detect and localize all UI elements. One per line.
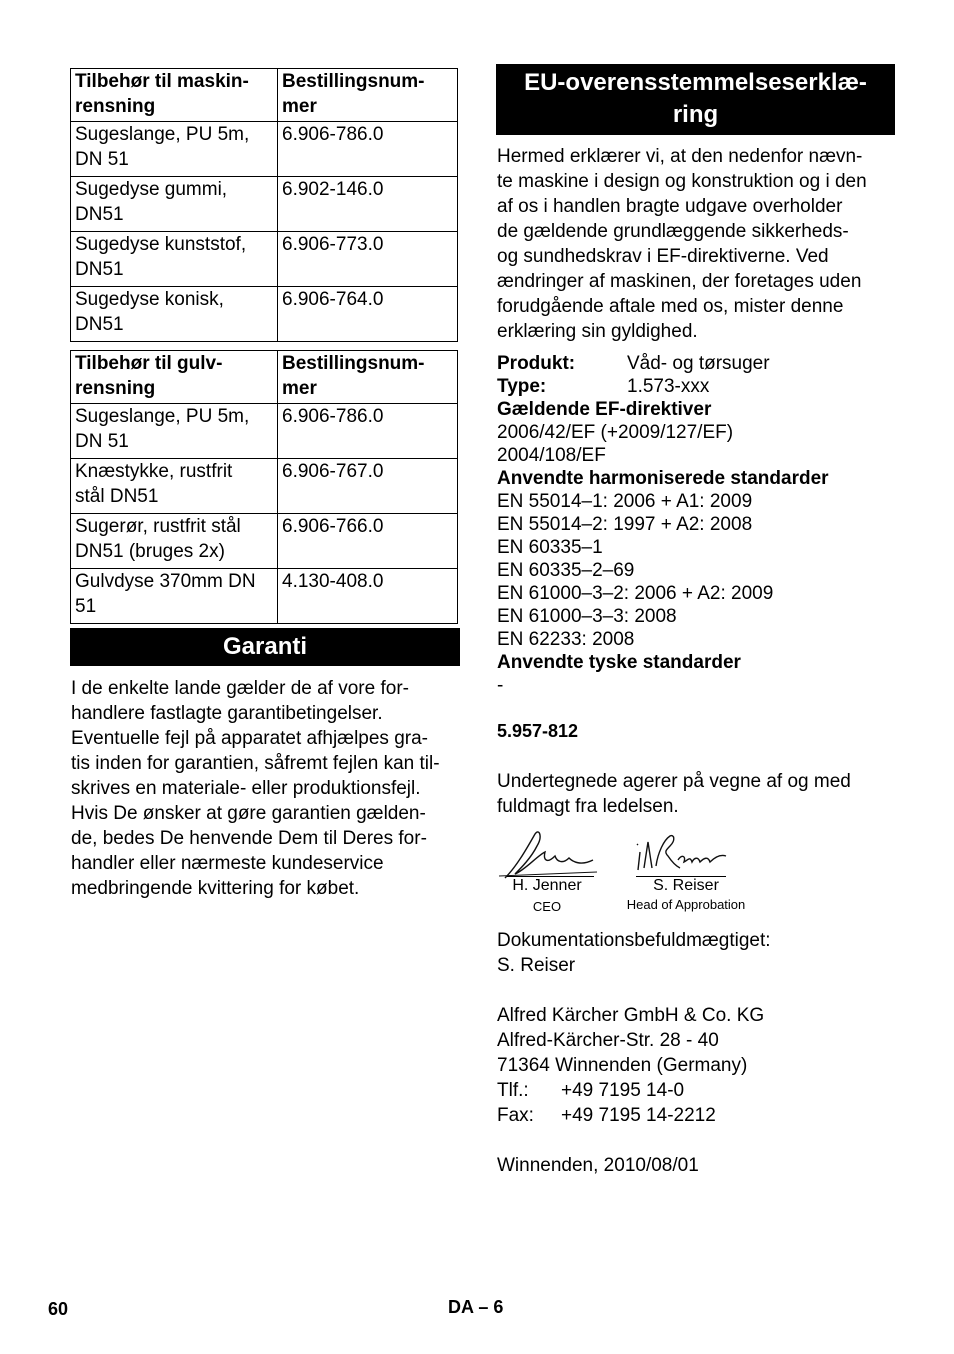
item-line: DN 51	[75, 149, 129, 170]
header-line: Tilbehør til gulv-	[75, 353, 223, 374]
warranty-line: handlere fastlagte garantibetingelser.	[71, 703, 383, 724]
table-header-row	[71, 351, 458, 404]
header-line: mer	[282, 96, 317, 117]
signature-jenner	[497, 826, 602, 882]
signatory-line: fuldmagt fra ledelsen.	[497, 796, 679, 817]
item-line: DN51	[75, 259, 124, 280]
table-row	[71, 404, 458, 459]
item-line: Sugeslange, PU 5m,	[75, 124, 250, 145]
phone-number: +49 7195 14-0	[561, 1080, 685, 1101]
authorised-label: Dokumentationsbefuldmægtiget:	[497, 930, 771, 951]
item-line: Sugeslange, PU 5m,	[75, 406, 250, 427]
order-number-cell: 6.906-764.0	[278, 287, 458, 342]
page-number: 60	[48, 1299, 69, 1319]
german-standards-value: -	[497, 675, 504, 696]
item-line: stål DN51	[75, 486, 159, 507]
item-cell	[71, 514, 278, 569]
german-standards-heading: Anvendte tyske standarder	[497, 652, 741, 673]
warranty-heading: Garanti	[70, 628, 460, 666]
product-label: Produkt:	[497, 353, 576, 374]
table-header-cell	[71, 351, 278, 404]
order-number-cell: 6.902-146.0	[278, 177, 458, 232]
header-line: Bestillingsnum-	[282, 71, 425, 92]
phone-row	[497, 1078, 897, 1103]
item-line: Sugerør, rustfrit stål	[75, 516, 241, 537]
header-line: rensning	[75, 96, 156, 117]
item-cell	[71, 404, 278, 459]
signer-title: CEO	[532, 899, 562, 914]
table-row	[71, 177, 458, 232]
item-line: Knæstykke, rustfrit	[75, 461, 233, 482]
machine-cleaning-accessories-table	[70, 68, 458, 342]
product-row	[497, 352, 897, 375]
item-line: Sugedyse gummi,	[75, 179, 228, 200]
item-cell	[71, 459, 278, 514]
warranty-line: medbringende kvittering for købet.	[71, 878, 360, 899]
product-value: Våd- og tørsuger	[627, 353, 770, 374]
warranty-line: de, bedes De henvende Dem til Deres for-	[71, 828, 427, 849]
document-number: 5.957-812	[497, 721, 579, 741]
item-cell	[71, 569, 278, 624]
standard-item: EN 55014–1: 2006 + A1: 2009	[497, 491, 753, 512]
signer-jenner	[490, 877, 604, 915]
directives-heading: Gældende EF-direktiver	[497, 399, 712, 420]
section-marker: DA – 6	[448, 1297, 504, 1317]
type-row	[497, 375, 897, 398]
item-cell	[71, 122, 278, 177]
item-cell	[71, 232, 278, 287]
item-line: Gulvdyse 370mm DN	[75, 571, 256, 592]
warranty-line: skrives en materiale- eller produktionsfejl.	[71, 778, 421, 799]
intro-line: Hermed erklærer vi, at den nedenfor nævn-	[497, 146, 863, 167]
order-number-cell: 6.906-773.0	[278, 232, 458, 287]
floor-cleaning-accessories-table	[70, 350, 458, 624]
order-number-cell: 6.906-767.0	[278, 459, 458, 514]
table-row	[71, 459, 458, 514]
table-row	[71, 122, 458, 177]
standard-item: EN 60335–2–69	[497, 560, 635, 581]
order-number-cell: 6.906-786.0	[278, 122, 458, 177]
type-label: Type:	[497, 376, 547, 397]
item-cell	[71, 287, 278, 342]
heading-line: EU-overensstemmelseserklæ-	[524, 69, 867, 96]
signer-name: S. Reiser	[653, 877, 719, 894]
warranty-line: Eventuelle fejl på apparatet afhjælpes gra-	[71, 728, 429, 749]
signer-title: Head of Approbation	[626, 897, 746, 912]
intro-line: de gældende grundlæggende sikkerheds-	[497, 221, 849, 242]
header-line: mer	[282, 378, 317, 399]
signer-reiser	[614, 877, 758, 913]
declaration-heading	[496, 64, 895, 135]
signatory-statement	[497, 769, 897, 819]
intro-line: ændringer af maskinen, der foretages uden	[497, 271, 862, 292]
table-row	[71, 569, 458, 624]
table-header-row	[71, 69, 458, 122]
header-line: rensning	[75, 378, 156, 399]
standard-item: EN 61000–3–2: 2006 + A2: 2009	[497, 583, 774, 604]
directive-item: 2006/42/EF (+2009/127/EF)	[497, 422, 734, 443]
warranty-text	[71, 676, 466, 901]
intro-line: te maskine i design og konstruktion og i den	[497, 171, 867, 192]
order-number-cell: 6.906-766.0	[278, 514, 458, 569]
item-line: DN 51	[75, 431, 129, 452]
intro-line: af os i handlen bragte udgave overholder	[497, 196, 843, 217]
intro-line: forudgående aftale med os, mister denne	[497, 296, 844, 317]
item-line: DN51 (bruges 2x)	[75, 541, 225, 562]
intro-line: erklæring sin gyldighed.	[497, 321, 698, 342]
table-header-cell	[278, 351, 458, 404]
header-line: Tilbehør til maskin-	[75, 71, 249, 92]
table-row	[71, 287, 458, 342]
directive-item: 2004/108/EF	[497, 445, 606, 466]
warranty-line: Hvis De ønsker at gøre garantien gælden-	[71, 803, 426, 824]
place-date: Winnenden, 2010/08/01	[497, 1155, 699, 1176]
authorised-name: S. Reiser	[497, 955, 576, 976]
item-line: Sugedyse konisk,	[75, 289, 224, 310]
item-cell	[71, 177, 278, 232]
table-row	[71, 232, 458, 287]
phone-label: Tlf.:	[497, 1080, 529, 1101]
warranty-line: I de enkelte lande gælder de af vore for-	[71, 678, 409, 699]
company-street: Alfred-Kärcher-Str. 28 - 40	[497, 1030, 719, 1051]
order-number-cell: 6.906-786.0	[278, 404, 458, 459]
table-header-cell	[71, 69, 278, 122]
warranty-line: handler eller nærmeste kundeservice	[71, 853, 384, 874]
standard-item: EN 61000–3–3: 2008	[497, 606, 677, 627]
order-number-cell: 4.130-408.0	[278, 569, 458, 624]
table-header-cell	[278, 69, 458, 122]
standard-item: EN 55014–2: 1997 + A2: 2008	[497, 514, 753, 535]
item-line: Sugedyse kunststof,	[75, 234, 247, 255]
fax-row	[497, 1103, 897, 1128]
item-line: 51	[75, 596, 97, 617]
documentation-authorised	[497, 928, 897, 978]
item-line: DN51	[75, 204, 124, 225]
signature-reiser	[634, 832, 734, 878]
header-line: Bestillingsnum-	[282, 353, 425, 374]
warranty-line: tis inden for garantien, såfremt fejlen kan til-	[71, 753, 440, 774]
item-line: DN51	[75, 314, 124, 335]
heading-line: ring	[672, 101, 719, 128]
declaration-specs	[497, 352, 897, 697]
signer-name: H. Jenner	[512, 877, 582, 894]
fax-label: Fax:	[497, 1105, 534, 1126]
company-city: 71364 Winnenden (Germany)	[497, 1055, 748, 1076]
table-row	[71, 514, 458, 569]
signatory-line: Undertegnede agerer på vegne af og med	[497, 771, 851, 792]
harmonised-heading: Anvendte harmoniserede standarder	[497, 468, 829, 489]
standard-item: EN 62233: 2008	[497, 629, 635, 650]
fax-number: +49 7195 14-2212	[561, 1105, 716, 1126]
company-address	[497, 1003, 897, 1128]
standard-item: EN 60335–1	[497, 537, 603, 558]
intro-line: og sundhedskrav i EF-direktiverne. Ved	[497, 246, 829, 267]
company-name: Alfred Kärcher GmbH & Co. KG	[497, 1005, 765, 1026]
type-value: 1.573-xxx	[627, 376, 710, 397]
declaration-intro	[497, 144, 897, 344]
